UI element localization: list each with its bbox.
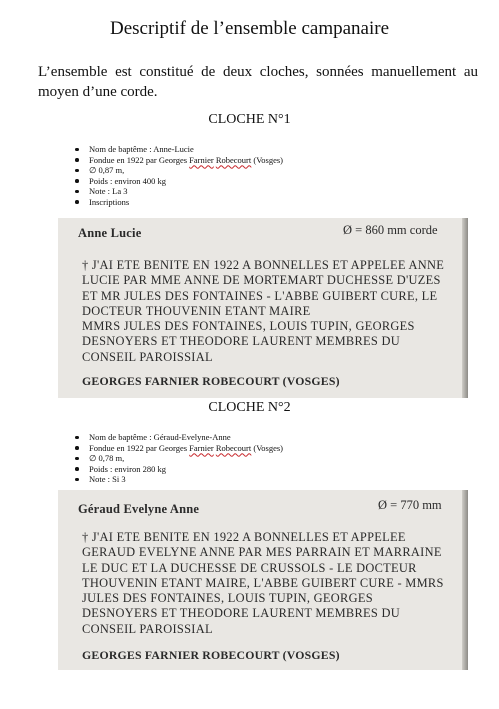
cloche-1-scan-dimension: Ø = 860 mm corde	[343, 223, 438, 237]
inscription-line: DOCTEUR THOUVENIN ETANT MAIRE	[82, 303, 311, 318]
cloche-1-fondue	[75, 155, 283, 166]
cloche-1-poids: Poids : environ 400 kg	[75, 176, 283, 187]
scan-edge-shadow	[462, 490, 468, 670]
inscription-line: DESNOYERS ET THEODORE LAURENT MEMBRES DU	[82, 606, 400, 621]
cloche-1-scan-founder: GEORGES FARNIER ROBECOURT (VOSGES)	[82, 374, 340, 388]
cloche-2-bapteme: Nom de baptême : Géraud-Evelyne-Anne	[75, 432, 283, 443]
cloche-1-fondue-word1: Farnier	[189, 154, 214, 165]
inscription-line: LUCIE PAR MME ANNE DE MORTEMART DUCHESSE D'UZES	[82, 273, 441, 288]
inscription-line: CONSEIL PAROISSIAL	[82, 621, 213, 636]
inscription-line: JULES DES FONTAINES, LOUIS TUPIN, GEORGES	[82, 591, 373, 606]
cloche-2-info-list	[75, 432, 283, 485]
cloche-1-heading: CLOCHE N°1	[208, 112, 291, 127]
inscription-line: ET MR JULES DES FONTAINES - L'ABBE GUIBERT CURE, LE	[82, 288, 438, 303]
cloche-2-fondue	[75, 443, 283, 454]
inscription-line: CONSEIL PAROISSIAL	[82, 349, 213, 364]
cloche-2-scan-founder: GEORGES FARNIER ROBECOURT (VOSGES)	[82, 648, 340, 662]
cloche-2-inscription-image	[58, 490, 468, 670]
cloche-2-fondue-word1: Farnier	[189, 442, 214, 453]
cloche-2-note: Note : Si 3	[75, 474, 283, 485]
cloche-1-inscription-image	[58, 218, 468, 398]
inscription-line: GERAUD EVELYNE ANNE PAR MES PARRAIN ET MARRAINE	[82, 545, 442, 560]
intro-paragraph: L’ensemble est constitué de deux cloches, sonnées manuellement au moyen d’une corde.	[38, 64, 478, 100]
cloche-2-scan-name: Géraud Evelyne Anne	[78, 502, 200, 516]
inscription-line: LE DUC ET LA DUCHESSE DE CRUSSOLS - LE DOCTEUR	[82, 560, 417, 575]
cloche-2-scan-text	[82, 530, 454, 637]
cloche-1-diametre: ∅ 0,87 m,	[75, 165, 283, 176]
inscription-line: † J'AI ETE BENITE EN 1922 A BONNELLES ET APPELEE	[82, 530, 406, 544]
cloche-2-poids: Poids : environ 280 kg	[75, 464, 283, 475]
cloche-1-bapteme: Nom de baptême : Anne-Lucie	[75, 144, 283, 155]
cloche-2-heading: CLOCHE N°2	[208, 400, 291, 415]
inscription-line: † J'AI ETE BENITE EN 1922 A BONNELLES ET APPELEE ANNE	[82, 258, 445, 272]
cloche-2-diametre: ∅ 0,78 m,	[75, 453, 283, 464]
cloche-1-note: Note : La 3	[75, 186, 283, 197]
scan-edge-shadow	[462, 218, 468, 398]
inscription-line: MMRS JULES DES FONTAINES, LOUIS TUPIN, GEORGES	[82, 319, 415, 334]
cloche-1-fondue-word2: Robecourt	[215, 154, 252, 165]
cloche-1-scan-name: Anne Lucie	[78, 226, 142, 240]
cloche-2-fondue-word2: Robecourt	[215, 442, 252, 453]
cloche-2-fondue-prefix: Fondue en 1922 par Georges	[89, 442, 190, 453]
cloche-2-fondue-suffix: (Vosges)	[251, 442, 283, 453]
inscription-line: DESNOYERS ET THEODORE LAURENT MEMBRES DU	[82, 334, 400, 349]
cloche-1-fondue-suffix: (Vosges)	[251, 154, 283, 165]
cloche-2-scan-dimension: Ø = 770 mm	[378, 498, 442, 512]
document-title: Descriptif de l’ensemble campanaire	[109, 18, 390, 39]
cloche-1-fondue-prefix: Fondue en 1922 par Georges	[89, 154, 190, 165]
cloche-1-scan-text	[82, 258, 454, 365]
inscription-line: THOUVENIN ETANT MAIRE, L'ABBE GUIBERT CURE - MMRS	[82, 575, 444, 590]
cloche-1-inscriptions: Inscriptions	[75, 197, 283, 208]
cloche-1-info-list	[75, 144, 283, 208]
